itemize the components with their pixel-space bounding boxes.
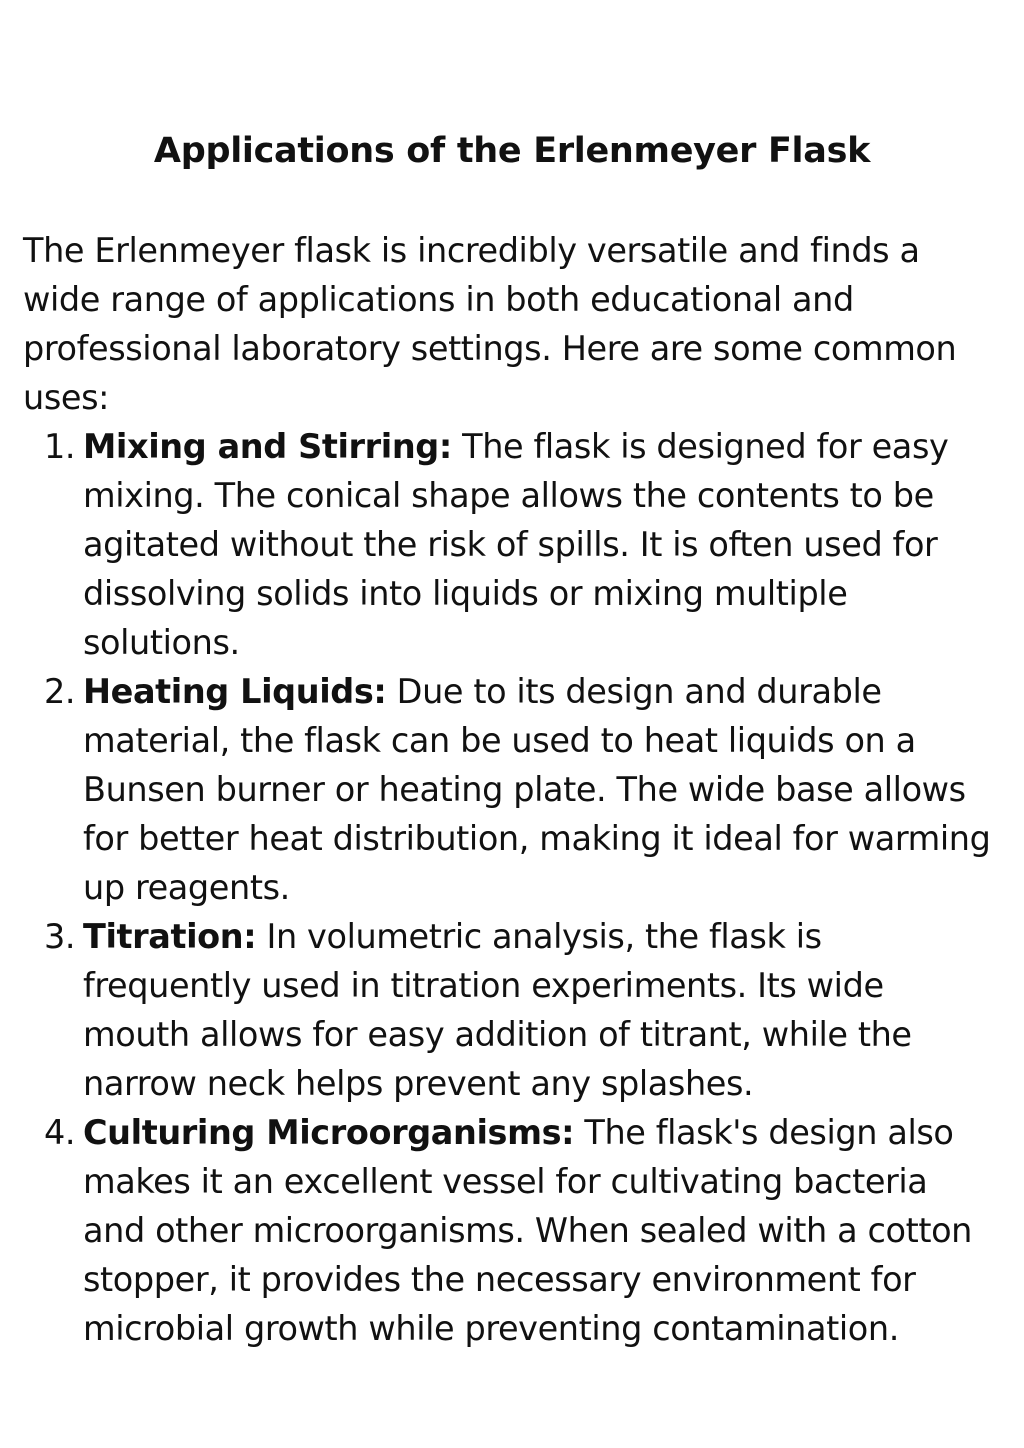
uses-list	[0, 422, 1024, 1353]
list-item-mixing	[0, 422, 998, 667]
list-item-text: The flask's design also makes it an excellent vessel for cultivating bacteria and other microorganisms. When sealed with a cotton stopper, it provides the necessary environment for microbial growth while preventing contamination.	[83, 1113, 972, 1348]
list-item-number: 2.	[44, 672, 76, 711]
list-item-term: Mixing and Stirring:	[83, 427, 452, 466]
list-item-text: The flask is designed for easy mixing. The conical shape allows the contents to be agitated without the risk of spills. It is often used for dissolving solids into liquids or mixing multiple solutions.	[83, 427, 949, 662]
list-item-culturing	[0, 1108, 998, 1353]
list-item-text: In volumetric analysis, the flask is frequently used in titration experiments. Its wide mouth allows for easy addition of titrant, while the narrow neck helps prevent any splashes.	[83, 917, 912, 1103]
list-item-text: Due to its design and durable material, the flask can be used to heat liquids on a Bunsen burner or heating plate. The wide base allows for better heat distribution, making it ideal for warming up reagents.	[83, 672, 991, 907]
list-item-heating	[0, 667, 998, 912]
list-item-titration	[0, 912, 998, 1108]
page-title: Applications of the Erlenmeyer Flask	[153, 131, 871, 171]
list-item-term: Heating Liquids:	[83, 672, 387, 711]
list-item-number: 4.	[44, 1113, 76, 1152]
list-item-term: Titration:	[83, 917, 257, 956]
list-item-term: Culturing Microorganisms:	[83, 1113, 575, 1152]
list-item-number: 3.	[44, 917, 76, 956]
list-item-number: 1.	[44, 427, 76, 466]
intro-paragraph: The Erlenmeyer flask is incredibly versatile and finds a wide range of applications in both educational and professional laboratory settings. Here are some common uses:	[23, 231, 957, 417]
